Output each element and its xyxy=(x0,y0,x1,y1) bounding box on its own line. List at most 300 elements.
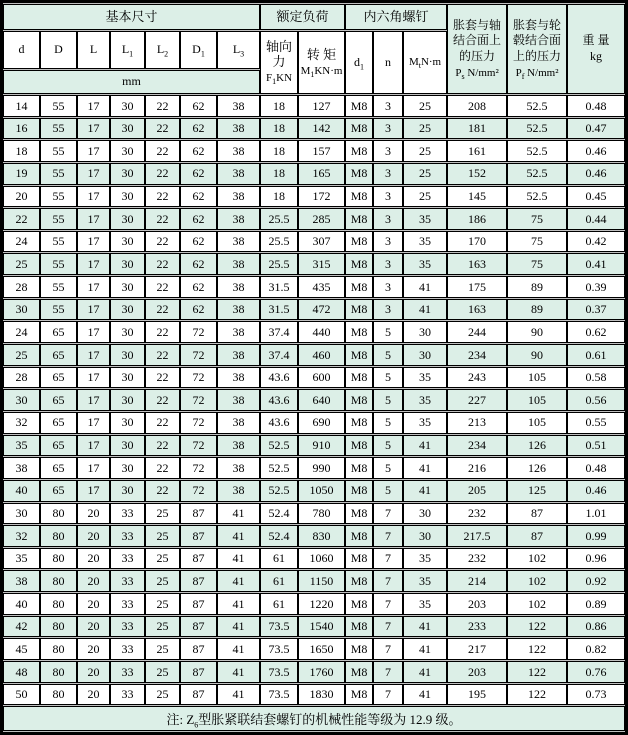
table-row xyxy=(3,503,625,525)
table-cell: 80 xyxy=(40,570,77,592)
table-cell: 163 xyxy=(447,253,507,275)
table-cell: 41 xyxy=(217,525,260,547)
table-cell: 55 xyxy=(40,163,77,185)
table-cell: 30 xyxy=(110,412,145,434)
table-cell: 216 xyxy=(447,457,507,479)
table-cell: 80 xyxy=(40,616,77,638)
table-cell: 1540 xyxy=(298,616,345,638)
table-cell: 25 xyxy=(145,616,180,638)
table-cell: M8 xyxy=(345,503,373,525)
table-cell: 25 xyxy=(403,95,447,117)
table-cell: M8 xyxy=(345,163,373,185)
table-cell: 41 xyxy=(403,276,447,298)
table-row xyxy=(3,616,625,638)
table-cell: 3 xyxy=(373,253,403,275)
table-cell: 33 xyxy=(110,638,145,660)
table-cell: 30 xyxy=(110,299,145,321)
table-cell: 38 xyxy=(217,321,260,343)
table-cell: 1150 xyxy=(298,570,345,592)
table-cell: 55 xyxy=(40,231,77,253)
table-cell: 17 xyxy=(77,412,110,434)
table-cell: 0.48 xyxy=(567,457,625,479)
table-cell: 172 xyxy=(298,186,345,208)
table-cell: 7 xyxy=(373,570,403,592)
table-cell: 72 xyxy=(180,457,217,479)
table-cell: 30 xyxy=(110,344,145,366)
table-cell: M8 xyxy=(345,412,373,434)
footnote-suffix: 型胀紧联结套螺钉的机械性能等级为 12.9 级。 xyxy=(198,712,462,728)
table-cell: 208 xyxy=(447,95,507,117)
table-cell: 87 xyxy=(180,570,217,592)
table-cell: 31.5 xyxy=(260,276,298,298)
table-cell: 65 xyxy=(40,435,77,457)
table-cell: 32 xyxy=(3,412,40,434)
table-cell: 170 xyxy=(447,231,507,253)
col-header-screw-torque: $M_tN\cdot m$ xyxy=(403,31,447,94)
table-cell: 87 xyxy=(180,525,217,547)
table-cell: 5 xyxy=(373,344,403,366)
table-cell: 20 xyxy=(77,548,110,570)
table-cell: 65 xyxy=(40,389,77,411)
table-cell: 87 xyxy=(180,503,217,525)
table-cell: 7 xyxy=(373,638,403,660)
table-row xyxy=(3,299,625,321)
table-cell: 217 xyxy=(447,638,507,660)
table-cell: M8 xyxy=(345,661,373,683)
table-cell: 30 xyxy=(110,118,145,140)
table-cell: 0.44 xyxy=(567,208,625,230)
table-footer xyxy=(3,706,625,731)
table-cell: 73.5 xyxy=(260,638,298,660)
table-cell: 17 xyxy=(77,208,110,230)
table-cell: 22 xyxy=(145,208,180,230)
table-cell: 600 xyxy=(298,367,345,389)
table-cell: 62 xyxy=(180,140,217,162)
table-cell: 0.48 xyxy=(567,95,625,117)
table-cell: 22 xyxy=(145,299,180,321)
table-cell: 30 xyxy=(3,299,40,321)
table-row xyxy=(3,140,625,162)
table-cell: 38 xyxy=(217,186,260,208)
table-body xyxy=(3,95,625,705)
table-cell: M8 xyxy=(345,548,373,570)
table-cell: 25 xyxy=(403,163,447,185)
table-cell: 30 xyxy=(110,276,145,298)
table-cell: 28 xyxy=(3,276,40,298)
table-cell: 41 xyxy=(403,616,447,638)
table-cell: 55 xyxy=(40,95,77,117)
table-cell: 30 xyxy=(110,253,145,275)
table-cell: M8 xyxy=(345,253,373,275)
table-cell: 102 xyxy=(507,593,567,615)
table-cell: 25 xyxy=(145,638,180,660)
table-cell: 0.62 xyxy=(567,321,625,343)
table-cell: M8 xyxy=(345,367,373,389)
table-cell: 72 xyxy=(180,321,217,343)
table-cell: 55 xyxy=(40,276,77,298)
footnote xyxy=(3,706,625,731)
col-header-D: D xyxy=(40,31,77,69)
table-cell: M8 xyxy=(345,95,373,117)
table-cell: 0.51 xyxy=(567,435,625,457)
table-cell: 41 xyxy=(217,570,260,592)
table-cell: 61 xyxy=(260,593,298,615)
table-cell: 640 xyxy=(298,389,345,411)
table-cell: 80 xyxy=(40,503,77,525)
table-cell: 213 xyxy=(447,412,507,434)
table-cell: 55 xyxy=(40,186,77,208)
table-cell: 690 xyxy=(298,412,345,434)
table-cell: 3 xyxy=(373,208,403,230)
table-cell: 7 xyxy=(373,525,403,547)
table-cell: 90 xyxy=(507,344,567,366)
table-row xyxy=(3,95,625,117)
table-cell: 17 xyxy=(77,457,110,479)
table-cell: 38 xyxy=(217,412,260,434)
table-cell: 52.5 xyxy=(507,186,567,208)
table-cell: 38 xyxy=(217,457,260,479)
table-cell: 0.55 xyxy=(567,412,625,434)
table-cell: 7 xyxy=(373,548,403,570)
table-cell: 89 xyxy=(507,299,567,321)
table-cell: 18 xyxy=(260,140,298,162)
table-cell: 22 xyxy=(145,231,180,253)
table-cell: 43.6 xyxy=(260,367,298,389)
table-cell: 22 xyxy=(145,344,180,366)
table-cell: 17 xyxy=(77,163,110,185)
table-cell: 157 xyxy=(298,140,345,162)
table-cell: 38 xyxy=(217,344,260,366)
table-cell: 55 xyxy=(40,118,77,140)
table-cell: M8 xyxy=(345,208,373,230)
table-cell: M8 xyxy=(345,570,373,592)
table-cell: 910 xyxy=(298,435,345,457)
table-cell: 203 xyxy=(447,661,507,683)
table-cell: 75 xyxy=(507,253,567,275)
table-cell: 28 xyxy=(3,367,40,389)
table-cell: 55 xyxy=(40,253,77,275)
group-header-hex-socket-screws: 内六角螺钉 xyxy=(345,4,447,30)
table-cell: 61 xyxy=(260,548,298,570)
table-cell: 25 xyxy=(403,118,447,140)
table-cell: 41 xyxy=(217,684,260,706)
table-cell: 232 xyxy=(447,548,507,570)
axial-force-label: 轴向力 xyxy=(266,39,293,70)
table-cell: 5 xyxy=(373,367,403,389)
table-cell: 30 xyxy=(110,186,145,208)
table-cell: 38 xyxy=(217,118,260,140)
table-cell: 122 xyxy=(507,638,567,660)
table-cell: 33 xyxy=(110,503,145,525)
table-cell: 62 xyxy=(180,253,217,275)
table-cell: 30 xyxy=(110,389,145,411)
table-cell: 227 xyxy=(447,389,507,411)
table-cell: 75 xyxy=(507,208,567,230)
table-cell: 0.41 xyxy=(567,253,625,275)
table-cell: 33 xyxy=(110,593,145,615)
table-row xyxy=(3,457,625,479)
table-cell: 25 xyxy=(3,344,40,366)
table-cell: 48 xyxy=(3,661,40,683)
table-cell: 5 xyxy=(373,412,403,434)
table-row xyxy=(3,253,625,275)
table-cell: 52.5 xyxy=(507,140,567,162)
shaft-pressure-label: 胀套与轴结合面上的压力 xyxy=(453,17,502,63)
table-cell: 18 xyxy=(3,140,40,162)
table-cell: 38 xyxy=(217,480,260,502)
table-cell: 38 xyxy=(217,231,260,253)
table-cell: 80 xyxy=(40,661,77,683)
table-cell: M8 xyxy=(345,593,373,615)
table-cell: 72 xyxy=(180,412,217,434)
table-cell: 25 xyxy=(145,661,180,683)
table-cell: 87 xyxy=(180,684,217,706)
table-cell: M8 xyxy=(345,480,373,502)
table-cell: 73.5 xyxy=(260,616,298,638)
table-cell: 1220 xyxy=(298,593,345,615)
table-cell: 233 xyxy=(447,616,507,638)
table-cell: M8 xyxy=(345,457,373,479)
table-cell: 20 xyxy=(77,616,110,638)
table-cell: 87 xyxy=(507,525,567,547)
header-row-groups xyxy=(3,4,625,30)
table-cell: 18 xyxy=(260,163,298,185)
table-cell: 1060 xyxy=(298,548,345,570)
table-cell: 161 xyxy=(447,140,507,162)
table-cell: 30 xyxy=(403,321,447,343)
table-cell: 3 xyxy=(373,118,403,140)
table-cell: 61 xyxy=(260,570,298,592)
table-cell: 72 xyxy=(180,389,217,411)
table-cell: 22 xyxy=(3,208,40,230)
table-cell: 22 xyxy=(145,412,180,434)
table-cell: 41 xyxy=(403,638,447,660)
table-cell: 22 xyxy=(145,457,180,479)
table-cell: M8 xyxy=(345,321,373,343)
table-cell: 1050 xyxy=(298,480,345,502)
table-cell: 18 xyxy=(260,95,298,117)
table-cell: 1830 xyxy=(298,684,345,706)
table-cell: 62 xyxy=(180,163,217,185)
table-cell: 3 xyxy=(373,186,403,208)
table-cell: 0.96 xyxy=(567,548,625,570)
table-cell: 33 xyxy=(110,548,145,570)
table-cell: M8 xyxy=(345,435,373,457)
table-cell: 87 xyxy=(180,661,217,683)
table-cell: 152 xyxy=(447,163,507,185)
table-row xyxy=(3,321,625,343)
table-cell: 315 xyxy=(298,253,345,275)
table-cell: 5 xyxy=(373,321,403,343)
table-cell: M8 xyxy=(345,186,373,208)
table-cell: 38 xyxy=(217,389,260,411)
table-cell: 62 xyxy=(180,276,217,298)
table-cell: 25 xyxy=(145,570,180,592)
table-cell: 142 xyxy=(298,118,345,140)
table-cell: 163 xyxy=(447,299,507,321)
table-cell: 22 xyxy=(145,321,180,343)
table-cell: 102 xyxy=(507,570,567,592)
table-cell: 62 xyxy=(180,231,217,253)
table-cell: 122 xyxy=(507,661,567,683)
table-cell: 5 xyxy=(373,457,403,479)
table-cell: 234 xyxy=(447,435,507,457)
table-cell: 126 xyxy=(507,457,567,479)
table-cell: 25 xyxy=(403,186,447,208)
table-cell: 80 xyxy=(40,593,77,615)
table-cell: 25 xyxy=(145,548,180,570)
torque-label: 转 矩 xyxy=(306,46,337,62)
table-row xyxy=(3,344,625,366)
table-cell: M8 xyxy=(345,299,373,321)
table-cell: 5 xyxy=(373,389,403,411)
table-cell: 122 xyxy=(507,684,567,706)
table-cell: 25 xyxy=(145,525,180,547)
col-header-L: L xyxy=(77,31,110,69)
table-cell: 52.5 xyxy=(260,435,298,457)
table-row xyxy=(3,118,625,140)
table-cell: 87 xyxy=(180,593,217,615)
table-cell: 41 xyxy=(403,684,447,706)
table-cell: 435 xyxy=(298,276,345,298)
table-cell: 990 xyxy=(298,457,345,479)
group-header-rated-load: 额定负荷 xyxy=(260,4,345,30)
table-cell: 0.45 xyxy=(567,186,625,208)
table-cell: 41 xyxy=(403,480,447,502)
table-cell: 41 xyxy=(217,503,260,525)
table-cell: 17 xyxy=(77,480,110,502)
table-cell: 20 xyxy=(77,638,110,660)
table-cell: 145 xyxy=(447,186,507,208)
table-cell: 195 xyxy=(447,684,507,706)
table-cell: 125 xyxy=(507,480,567,502)
table-cell: 105 xyxy=(507,367,567,389)
shaft-pressure-symbol: $P_s$ N/mm² xyxy=(455,66,499,81)
table-cell: M8 xyxy=(345,525,373,547)
table-cell: 0.39 xyxy=(567,276,625,298)
table-cell: 80 xyxy=(40,638,77,660)
table-cell: 52.5 xyxy=(507,118,567,140)
table-cell: 30 xyxy=(110,435,145,457)
table-row xyxy=(3,435,625,457)
table-row xyxy=(3,593,625,615)
table-cell: 22 xyxy=(145,389,180,411)
table-cell: 25 xyxy=(3,253,40,275)
table-cell: 7 xyxy=(373,503,403,525)
table-cell: 0.89 xyxy=(567,593,625,615)
table-cell: 203 xyxy=(447,593,507,615)
table-cell: 3 xyxy=(373,140,403,162)
table-cell: 0.37 xyxy=(567,299,625,321)
table-cell: 105 xyxy=(507,389,567,411)
table-cell: 17 xyxy=(77,118,110,140)
hub-pressure-symbol: $P_f$ N/mm² xyxy=(515,66,559,81)
table-cell: 65 xyxy=(40,457,77,479)
table-cell: 25 xyxy=(145,593,180,615)
table-cell: 30 xyxy=(403,344,447,366)
table-header xyxy=(3,4,625,94)
table-cell: 214 xyxy=(447,570,507,592)
col-header-shaft-pressure xyxy=(447,4,507,94)
table-cell: 25 xyxy=(145,503,180,525)
col-header-L1: $L_1$ xyxy=(110,31,145,69)
table-row xyxy=(3,208,625,230)
table-cell: 41 xyxy=(217,638,260,660)
table-cell: 52.4 xyxy=(260,525,298,547)
table-cell: 33 xyxy=(110,661,145,683)
table-cell: 35 xyxy=(3,435,40,457)
table-cell: 30 xyxy=(110,163,145,185)
table-cell: 41 xyxy=(217,616,260,638)
table-cell: 41 xyxy=(403,457,447,479)
table-cell: 30 xyxy=(403,525,447,547)
torque-symbol: $M_1KN\cdot m$ xyxy=(300,64,343,79)
table-cell: 43.6 xyxy=(260,389,298,411)
table-cell: 19 xyxy=(3,163,40,185)
table-cell: 3 xyxy=(373,163,403,185)
table-cell: 38 xyxy=(217,208,260,230)
table-cell: 7 xyxy=(373,684,403,706)
table-cell: 20 xyxy=(77,503,110,525)
table-cell: 55 xyxy=(40,140,77,162)
table-cell: 175 xyxy=(447,276,507,298)
table-cell: 285 xyxy=(298,208,345,230)
table-cell: M8 xyxy=(345,638,373,660)
table-cell: 25.5 xyxy=(260,208,298,230)
table-cell: 181 xyxy=(447,118,507,140)
table-cell: 35 xyxy=(403,231,447,253)
table-cell: 55 xyxy=(40,299,77,321)
table-cell: 22 xyxy=(145,367,180,389)
table-cell: 41 xyxy=(217,593,260,615)
col-header-hub-pressure xyxy=(507,4,567,94)
table-cell: 65 xyxy=(40,321,77,343)
table-cell: 0.61 xyxy=(567,344,625,366)
table-row xyxy=(3,367,625,389)
table-cell: 17 xyxy=(77,389,110,411)
table-row xyxy=(3,548,625,570)
table-cell: 25 xyxy=(145,684,180,706)
table-cell: 72 xyxy=(180,367,217,389)
table-cell: M8 xyxy=(345,276,373,298)
table-row xyxy=(3,570,625,592)
table-cell: 18 xyxy=(260,186,298,208)
table-cell: 234 xyxy=(447,344,507,366)
table-cell: 38 xyxy=(217,299,260,321)
table-cell: 440 xyxy=(298,321,345,343)
table-cell: 217.5 xyxy=(447,525,507,547)
table-cell: 102 xyxy=(507,548,567,570)
footnote-sub: 6 xyxy=(194,720,199,730)
table-cell: M8 xyxy=(345,616,373,638)
table-cell: 0.73 xyxy=(567,684,625,706)
table-cell: M8 xyxy=(345,118,373,140)
table-cell: 1650 xyxy=(298,638,345,660)
table-cell: 65 xyxy=(40,367,77,389)
table-cell: 0.46 xyxy=(567,480,625,502)
table-cell: 1.01 xyxy=(567,503,625,525)
table-cell: 38 xyxy=(3,570,40,592)
table-cell: 30 xyxy=(403,503,447,525)
table-row xyxy=(3,389,625,411)
table-cell: 244 xyxy=(447,321,507,343)
weight-unit: kg xyxy=(590,49,603,63)
table-cell: 30 xyxy=(110,140,145,162)
table-cell: 42 xyxy=(3,616,40,638)
table-cell: 20 xyxy=(3,186,40,208)
table-cell: 127 xyxy=(298,95,345,117)
table-cell: 41 xyxy=(403,661,447,683)
